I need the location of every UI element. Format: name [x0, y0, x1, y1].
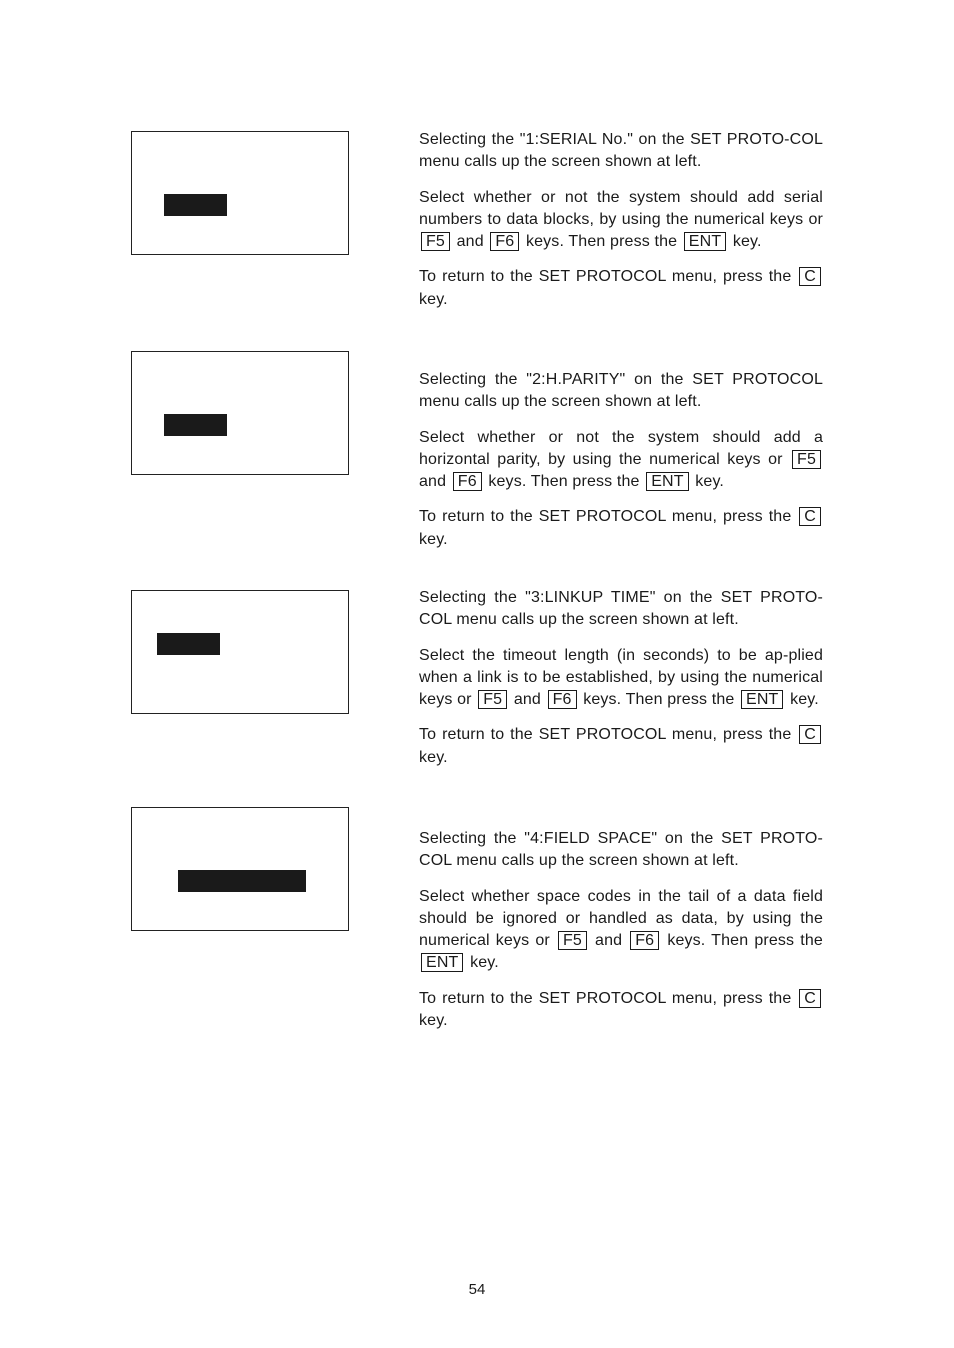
intro-paragraph: Selecting the "2:H.PARITY" on the SET PROTOCOL menu calls up the screen shown at left.: [419, 371, 823, 411]
c-key: C: [799, 725, 821, 744]
instruction-text: and: [456, 233, 484, 251]
instruction-text: keys. Then press the: [667, 932, 823, 950]
instruction-paragraph: [419, 645, 823, 712]
instruction-paragraph: [419, 886, 823, 975]
intro-paragraph: Selecting the "1:SERIAL No." on the SET PROTO-COL menu calls up the screen shown at left.: [419, 131, 823, 171]
screen-illustration-field-space: [131, 807, 349, 931]
highlight-bar: [164, 194, 227, 216]
instruction-text: and: [595, 932, 623, 950]
return-text: key.: [419, 1012, 448, 1030]
return-text: key.: [419, 530, 448, 548]
f5-key: F5: [558, 931, 587, 950]
screen-illustration-h-parity: [131, 351, 349, 475]
f5-key: F5: [792, 450, 821, 469]
instruction-text: Select whether or not the system should add a horizontal parity, by using the numerical keys or: [419, 428, 823, 468]
return-text: key.: [419, 290, 448, 308]
ent-key: ENT: [684, 232, 726, 251]
section-field-space: [419, 828, 823, 1045]
return-text: To return to the SET PROTOCOL menu, press the: [419, 268, 792, 286]
return-text: To return to the SET PROTOCOL menu, press the: [419, 989, 792, 1007]
return-paragraph: [419, 724, 823, 769]
intro-paragraph: Selecting the "4:FIELD SPACE" on the SET PROTO-COL menu calls up the screen shown at left.: [419, 830, 823, 870]
return-paragraph: [419, 988, 823, 1033]
f5-key: F5: [478, 690, 507, 709]
instruction-text: key.: [790, 691, 819, 709]
instruction-text: key.: [695, 473, 725, 491]
f6-key: F6: [630, 931, 659, 950]
page-number: 54: [468, 1281, 486, 1298]
return-paragraph: [419, 506, 823, 551]
f5-key: F5: [421, 232, 450, 251]
highlight-bar: [164, 414, 227, 436]
c-key: C: [799, 989, 821, 1008]
highlight-bar: [178, 870, 306, 892]
instruction-text: keys. Then press the: [488, 473, 640, 491]
c-key: C: [799, 507, 821, 526]
instruction-text: keys. Then press the: [583, 691, 735, 709]
instruction-text: key.: [470, 954, 499, 972]
instruction-text: and: [513, 691, 541, 709]
screen-illustration-serial-no: [131, 131, 349, 255]
instruction-text: and: [419, 473, 447, 491]
c-key: C: [799, 267, 821, 286]
instruction-paragraph: [419, 427, 823, 494]
instruction-text: key.: [732, 233, 762, 251]
return-paragraph: [419, 266, 823, 311]
section-serial-no: [419, 129, 823, 324]
intro-paragraph: Selecting the "3:LINKUP TIME" on the SET PROTO-COL menu calls up the screen shown at left.: [419, 589, 823, 629]
instruction-text: Select the timeout length (in seconds) to be ap-plied when a link is to be established, by using the numerical keys or: [419, 646, 823, 709]
ent-key: ENT: [646, 472, 688, 491]
ent-key: ENT: [421, 953, 463, 972]
return-text: To return to the SET PROTOCOL menu, press the: [419, 726, 792, 744]
ent-key: ENT: [741, 690, 783, 709]
f6-key: F6: [548, 690, 577, 709]
return-text: key.: [419, 748, 448, 766]
section-h-parity: [419, 369, 823, 564]
screen-illustration-linkup-time: [131, 590, 349, 714]
instruction-text: keys. Then press the: [525, 233, 678, 251]
instruction-text: Select whether or not the system should add serial numbers to data blocks, by using the numerical keys or: [419, 188, 823, 228]
f6-key: F6: [490, 232, 519, 251]
section-linkup-time: [419, 587, 823, 782]
f6-key: F6: [453, 472, 482, 491]
highlight-bar: [157, 633, 220, 655]
instruction-paragraph: [419, 187, 823, 254]
instruction-text: Select whether space codes in the tail of a data field should be ignored or handled as data, by using the numerical keys or: [419, 887, 823, 950]
return-text: To return to the SET PROTOCOL menu, press the: [419, 508, 792, 526]
